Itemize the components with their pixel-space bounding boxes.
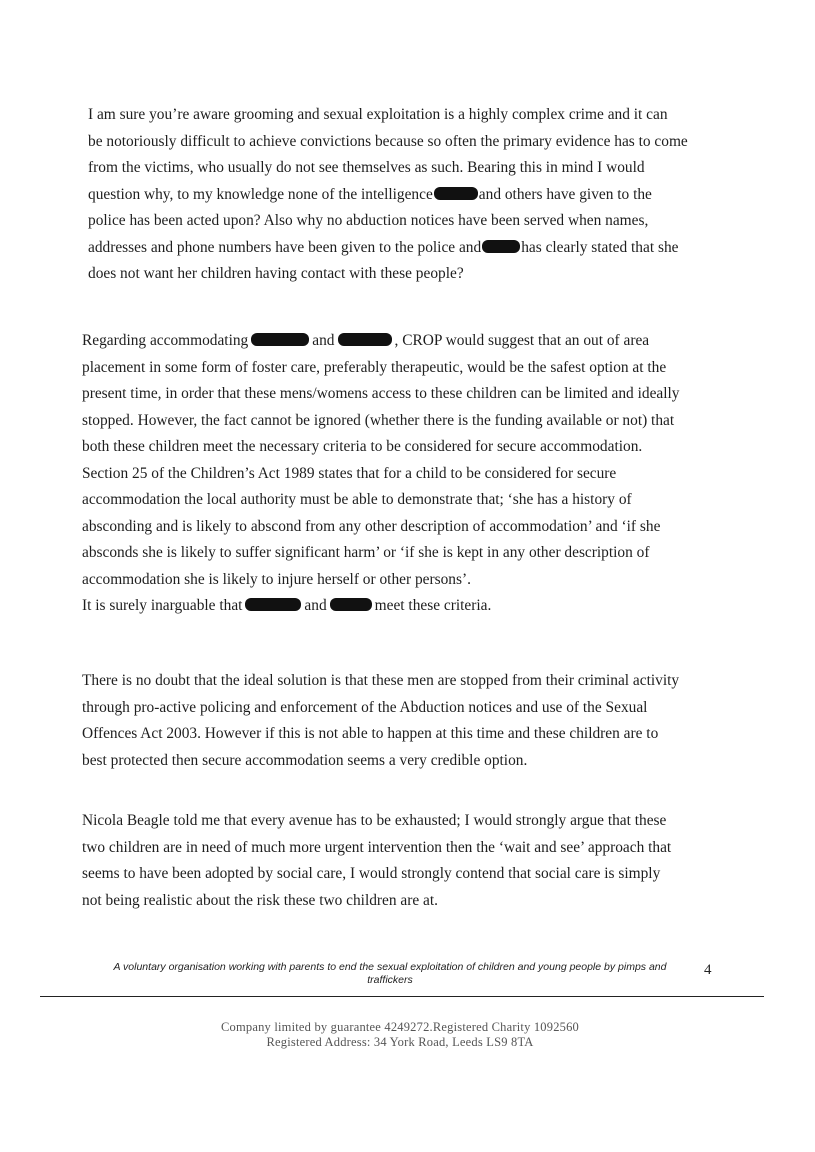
text-line: accommodation the local authority must be able to demonstrate that; ‘she has a history of bbox=[82, 491, 632, 508]
text-segment: and bbox=[312, 332, 335, 349]
text-line: stopped. However, the fact cannot be ignored (whether there is the funding available or not) that bbox=[82, 411, 675, 429]
paragraph-solution bbox=[82, 668, 732, 774]
page-number: 4 bbox=[704, 962, 712, 978]
redaction-mark bbox=[434, 187, 478, 200]
text-line: be notoriously difficult to achieve convictions because so often the primary evidence has to come bbox=[88, 132, 688, 150]
text-line: best protected then secure accommodation seems a very credible option. bbox=[82, 751, 528, 769]
text-segment: question why, to my knowledge none of the intelligence bbox=[88, 185, 433, 203]
text-line: from the victims, who usually do not see themselves as such. Bearing this in mind I would bbox=[88, 159, 645, 176]
footer-divider bbox=[40, 996, 764, 997]
text-line: absconding and is likely to abscond from any other description of accommodation’ and ‘if she bbox=[82, 517, 661, 535]
text-line: both these children meet the necessary criteria to be considered for secure accommodation. bbox=[82, 438, 643, 455]
paragraph-nicola-beagle bbox=[82, 808, 732, 914]
redaction-mark bbox=[245, 598, 301, 611]
redaction-mark bbox=[251, 333, 309, 346]
text-line: placement in some form of foster care, preferably therapeutic, would be the safest option at the bbox=[82, 358, 667, 376]
text-line: seems to have been adopted by social care, I would strongly contend that social care is simply bbox=[82, 865, 661, 882]
footer-tagline bbox=[90, 961, 690, 987]
company-address: Registered Address: 34 York Road, Leeds LS9 8TA bbox=[266, 1035, 534, 1049]
text-line: Nicola Beagle told me that every avenue has to be exhausted; I would strongly argue that these bbox=[82, 812, 667, 829]
text-line bbox=[88, 235, 738, 262]
text-line bbox=[82, 328, 732, 355]
text-line: Section 25 of the Children’s Act 1989 states that for a child to be considered for secure bbox=[82, 464, 617, 482]
text-line: accommodation she is likely to injure herself or other persons’. bbox=[82, 570, 471, 588]
paragraph-grooming bbox=[88, 102, 738, 288]
footer-tagline-line: A voluntary organisation working with parents to end the sexual exploitation of children and young people by pimps and bbox=[113, 961, 667, 973]
company-registration: Company limited by guarantee 4249272.Registered Charity 1092560 bbox=[220, 1020, 580, 1034]
text-line bbox=[88, 182, 738, 209]
text-segment: and others have given to the bbox=[478, 185, 652, 203]
text-line: present time, in order that these mens/womens access to these children can be limited and ideally bbox=[82, 385, 680, 402]
redaction-mark bbox=[330, 598, 372, 611]
text-line: There is no doubt that the ideal solution is that these men are stopped from their criminal activity bbox=[82, 672, 680, 689]
company-info bbox=[150, 1020, 650, 1050]
text-segment: meet these criteria. bbox=[374, 597, 492, 614]
text-segment: It is surely inarguable that bbox=[82, 597, 243, 614]
text-line: Offences Act 2003. However if this is not able to happen at this time and these children are to bbox=[82, 725, 659, 742]
redaction-mark bbox=[338, 333, 392, 346]
footer-tagline-line: traffickers bbox=[367, 974, 413, 986]
text-line: through pro-active policing and enforcement of the Abduction notices and use of the Sexual bbox=[82, 698, 648, 716]
text-segment: Regarding accommodating bbox=[82, 332, 249, 349]
text-segment: , CROP would suggest that an out of area bbox=[394, 332, 650, 349]
text-line: I am sure you’re aware grooming and sexual exploitation is a highly complex crime and it can bbox=[88, 106, 668, 123]
text-line: police has been acted upon? Also why no abduction notices have been served when names, bbox=[88, 212, 649, 229]
text-line: two children are in need of much more urgent intervention then the ‘wait and see’ approach that bbox=[82, 838, 672, 856]
text-line bbox=[82, 593, 732, 620]
text-segment: and bbox=[304, 597, 327, 614]
text-line: not being realistic about the risk these two children are at. bbox=[82, 891, 439, 909]
text-segment: addresses and phone numbers have been given to the police and bbox=[88, 238, 482, 256]
text-line: does not want her children having contact with these people? bbox=[88, 265, 464, 282]
redaction-mark bbox=[482, 240, 520, 253]
text-segment: has clearly stated that she bbox=[521, 238, 679, 256]
paragraph-accommodation bbox=[82, 328, 732, 620]
text-line: absconds she is likely to suffer significant harm’ or ‘if she is kept in any other description of bbox=[82, 544, 650, 561]
